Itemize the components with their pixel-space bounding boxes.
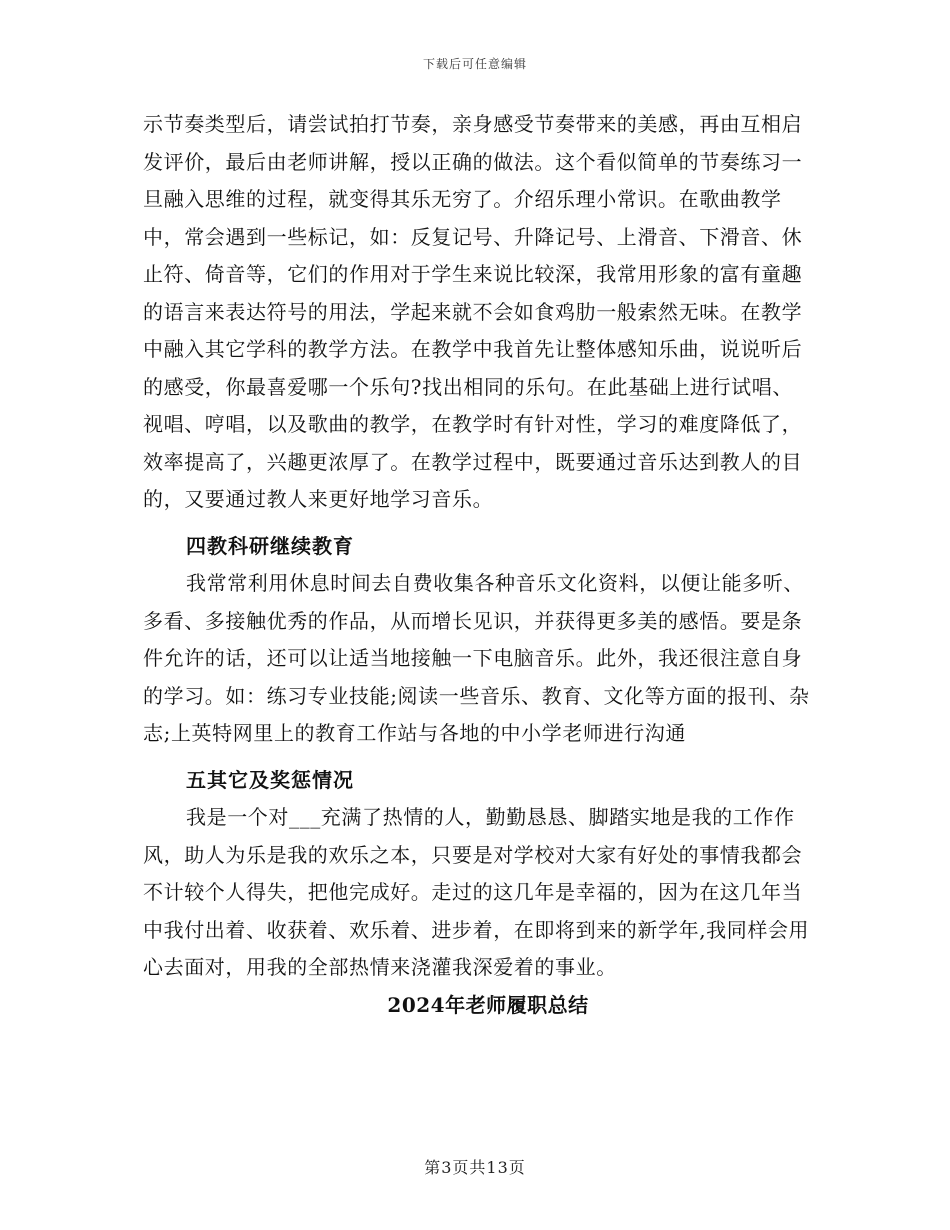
document-title: 2024年老师履职总结: [387, 992, 589, 1017]
paragraph-research: 我常常利用休息时间去自费收集各种音乐文化资料，以便让能多听、多看、多接触优秀的作品，从而增长见识，并获得更多美的感悟。要是条件允许的话，还可以让适当地接触一下电脑音乐。此外，我还很注意自身的学习。如：练习专业技能;阅读一些音乐、教育、文化等方面的报刊、杂志;上英特网里上的教育工作站与各地的中小学老师进行沟通: [143, 571, 810, 745]
document-body: [143, 106, 813, 1024]
paragraph-teaching-methods: 示节奏类型后，请尝试拍打节奏，亲身感受节奏带来的美感，再由互相启发评价，最后由老师讲解，授以正确的做法。这个看似简单的节奏练习一旦融入思维的过程，就变得其乐无穷了。介绍乐理小常识。在歌曲教学中，常会遇到一些标记，如：反复记号、升降记号、上滑音、下滑音、休止符、倚音等，它们的作用对于学生来说比较深，我常用形象的富有童趣的语言来表达符号的用法，学起来就不会如食鸡肋一般索然无味。在教学中融入其它学科的教学方法。在教学中我首先让整体感知乐曲，说说听后的感受，你最喜爱哪一个乐句?找出相同的乐句。在此基础上进行试唱、视唱、哼唱，以及歌曲的教学，在教学时有针对性，学习的难度降低了，效率提高了，兴趣更浓厚了。在教学过程中，既要通过音乐达到教人的目的，又要通过教人来更好地学习音乐。: [143, 112, 803, 511]
page-number: 第3页共13页: [424, 1158, 526, 1177]
paragraph-other: 我是一个对___充满了热情的人，勤勤恳恳、脚踏实地是我的工作作风，助人为乐是我的欢乐之本，只要是对学校对大家有好处的事情我都会不计较个人得失，把他完成好。走过的这几年是幸福的，因为在这几年当中我付出着、收获着、欢乐着、进步着，在即将到来的新学年,我同样会用心去面对，用我的全部热情来浇灌我深爱着的事业。: [143, 805, 810, 979]
section-heading-other: 五其它及奖惩情况: [186, 767, 354, 792]
header-note: 下载后可任意编辑: [422, 57, 527, 71]
section-heading-research: 四教科研继续教育: [186, 533, 354, 558]
